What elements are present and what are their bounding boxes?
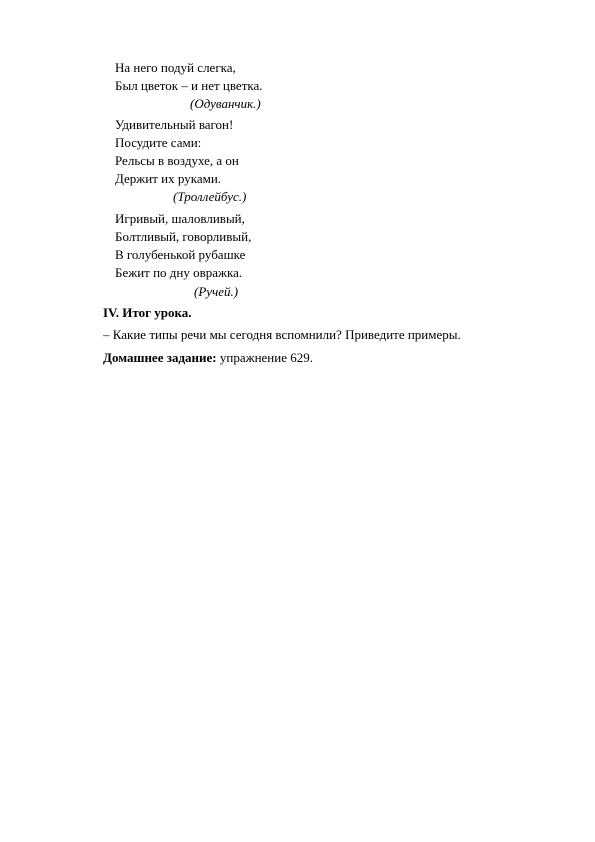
section-heading: IV. Итог урока. xyxy=(103,305,192,320)
riddle-1-line-1: На него подуй слегка, xyxy=(115,60,236,75)
riddle-3-line-1: Игривый, шаловливый, xyxy=(115,211,245,226)
riddle-1-line-2: Был цветок – и нет цветка. xyxy=(115,78,263,93)
riddle-3-line-4: Бежит по дну овражка. xyxy=(115,265,243,280)
riddle-2-answer: (Троллейбус.) xyxy=(173,189,247,204)
riddle-2-line-2: Посудите сами: xyxy=(115,135,202,150)
riddle-2-line-3: Рельсы в воздухе, а он xyxy=(115,153,239,168)
riddle-3-line-3: В голубенькой рубашке xyxy=(115,247,246,262)
homework-line xyxy=(103,350,313,366)
homework-text: упражнение 629. xyxy=(216,350,313,365)
riddle-1-answer: (Одуванчик.) xyxy=(190,96,261,111)
summary-question: – Какие типы речи мы сегодня вспомнили? Приведите примеры. xyxy=(103,327,461,342)
riddle-2-line-4: Держит их руками. xyxy=(115,171,222,186)
riddle-3-answer: (Ручей.) xyxy=(194,284,239,299)
homework-label: Домашнее задание: xyxy=(103,350,217,365)
riddle-3-line-2: Болтливый, говорливый, xyxy=(115,229,252,244)
riddle-2-line-1: Удивительный вагон! xyxy=(115,117,234,132)
